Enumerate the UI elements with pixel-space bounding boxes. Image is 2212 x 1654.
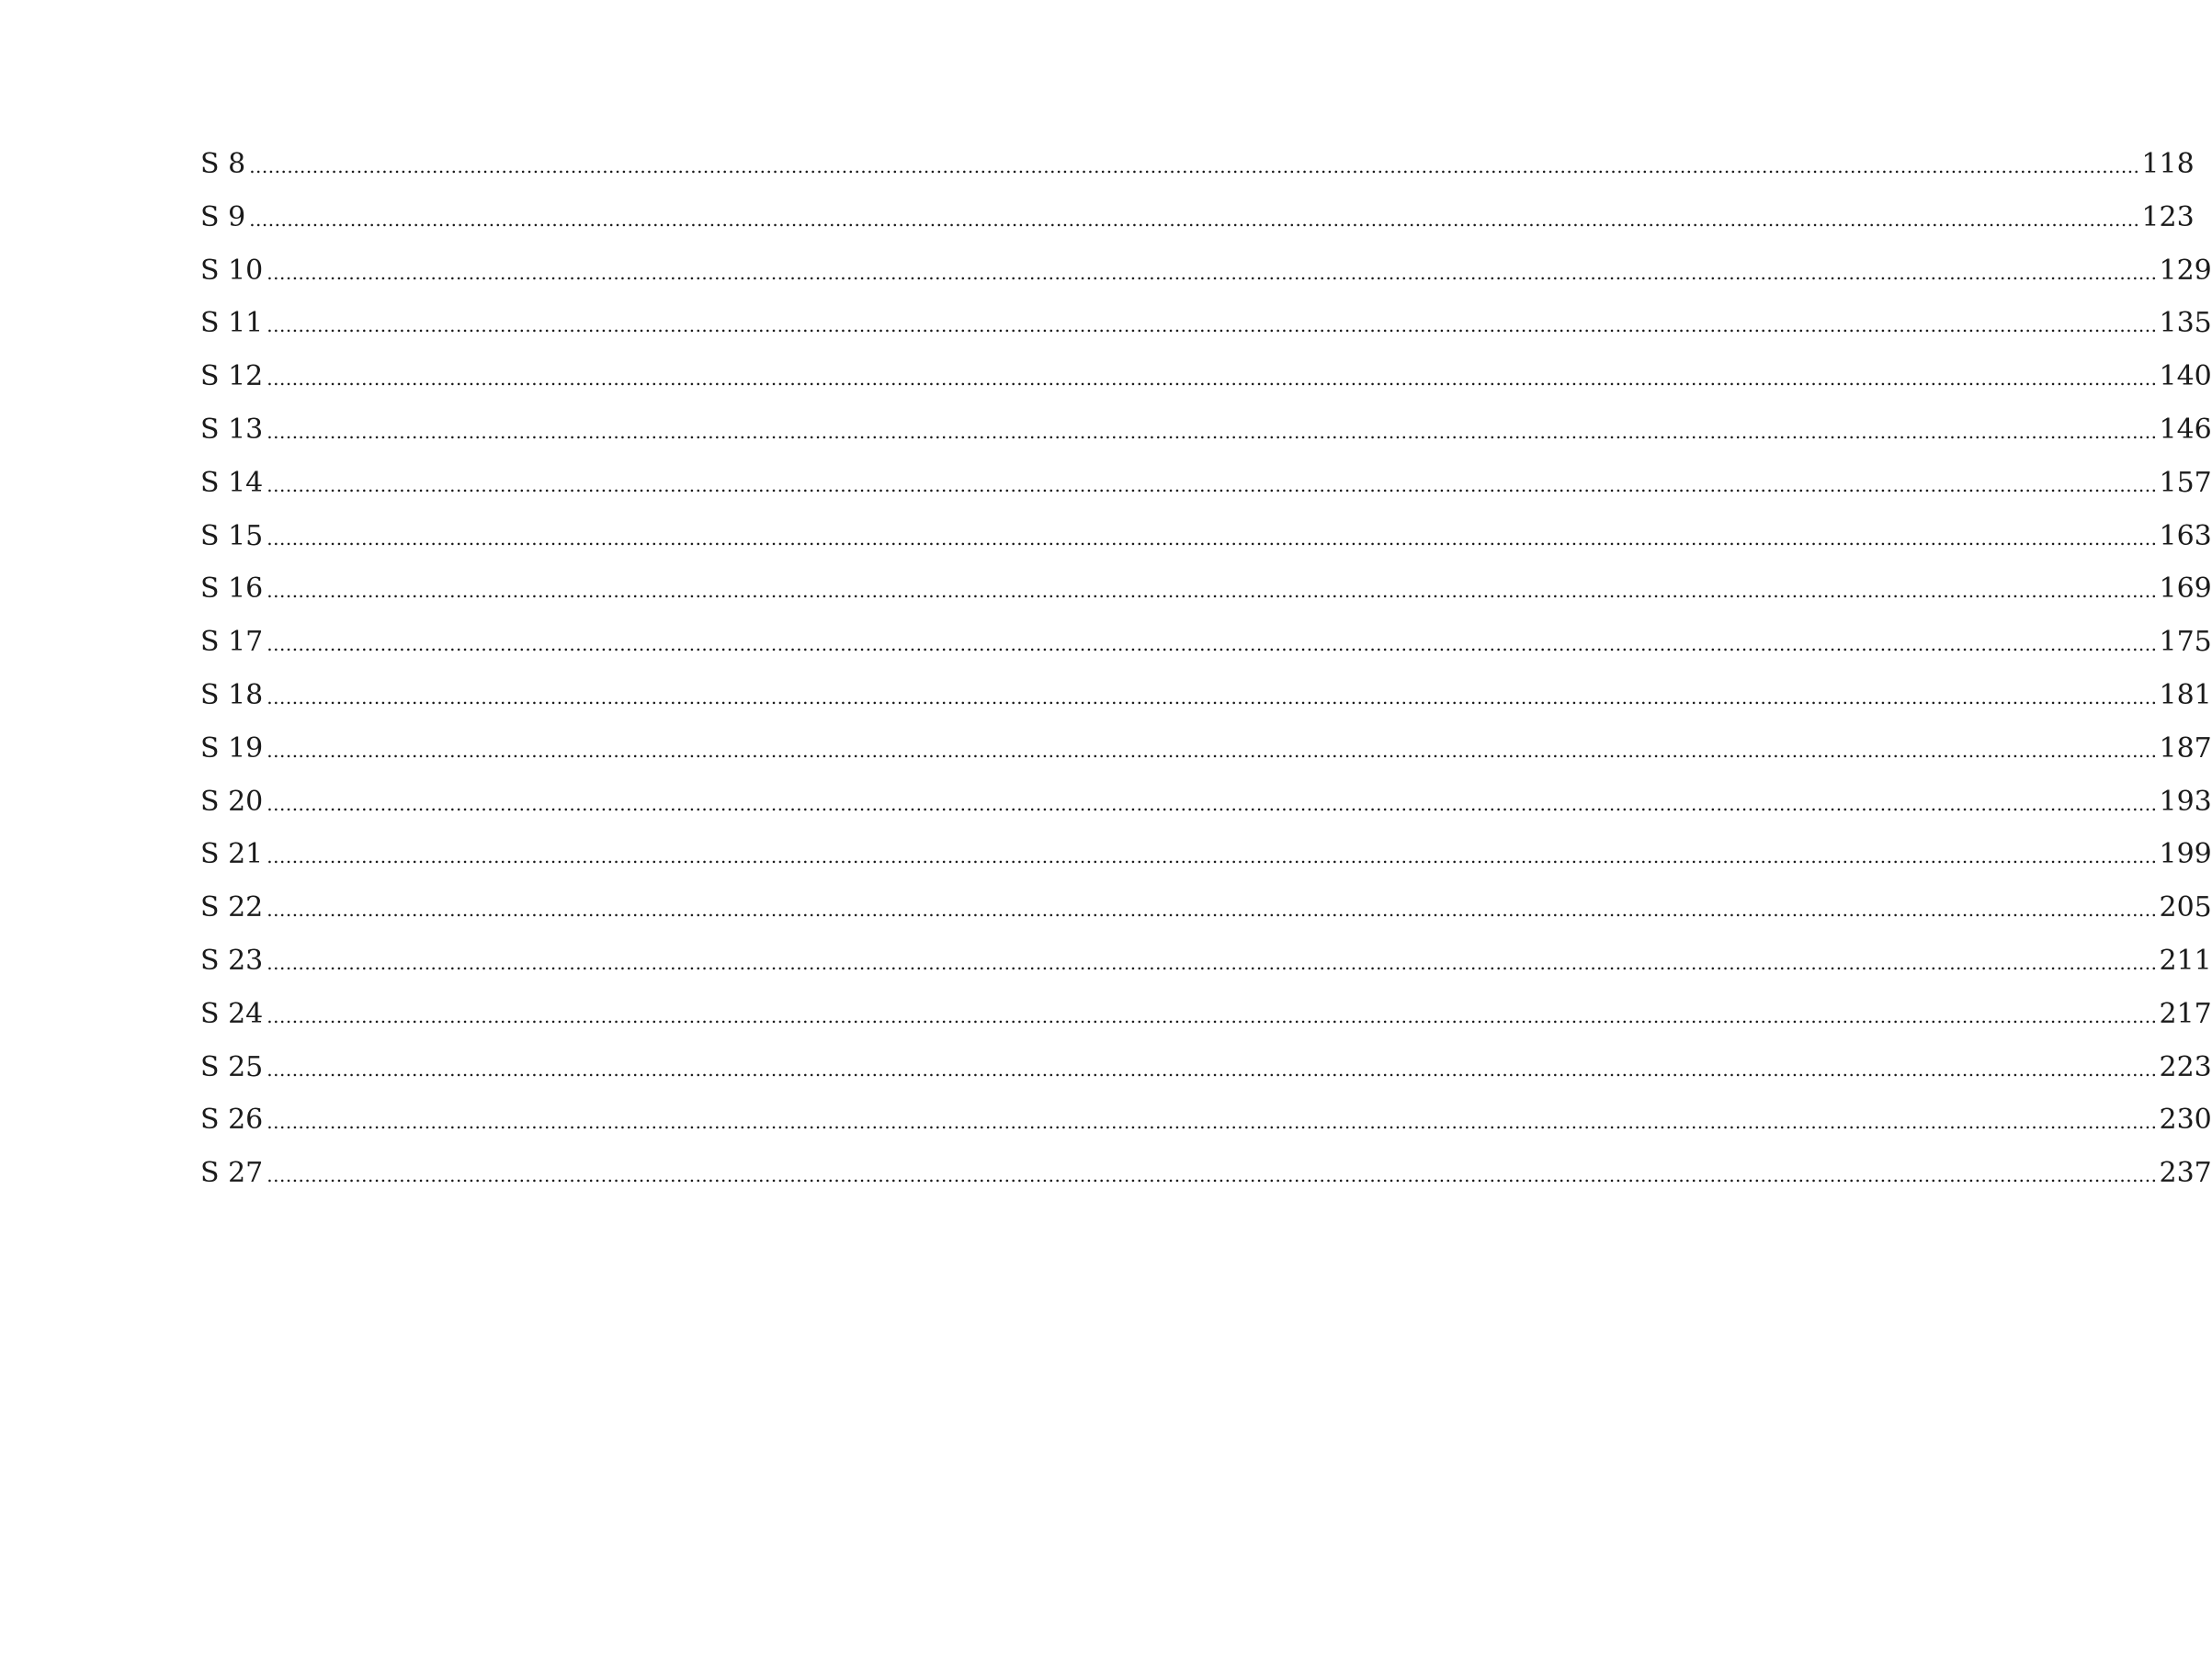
toc-dot-leader: ............................................................................................................................................................................................................................................................................................................ <box>267 685 2158 708</box>
toc-entry-page: 223 <box>2159 1050 2212 1083</box>
toc-entry-page: 181 <box>2159 678 2212 711</box>
table-of-contents <box>200 138 2212 1200</box>
toc-entry-label: S 20 <box>200 785 264 818</box>
toc-entry-label: S 27 <box>200 1157 264 1190</box>
toc-entry-page: 118 <box>2141 148 2195 180</box>
toc-dot-leader: ............................................................................................................................................................................................................................................................................................................ <box>249 155 2140 177</box>
toc-entry[interactable] <box>200 881 2212 935</box>
toc-entry-page: 211 <box>2159 944 2212 977</box>
toc-entry[interactable] <box>200 297 2212 350</box>
toc-entry[interactable] <box>200 828 2212 881</box>
toc-entry-label: S 15 <box>200 519 264 552</box>
toc-entry-page: 157 <box>2159 466 2212 499</box>
toc-entry-label: S 8 <box>200 148 246 180</box>
toc-entry-label: S 12 <box>200 360 264 393</box>
toc-dot-leader: ............................................................................................................................................................................................................................................................................................................ <box>267 527 2158 549</box>
toc-entry-label: S 24 <box>200 997 264 1030</box>
toc-entry[interactable] <box>200 1093 2212 1147</box>
toc-dot-leader: ............................................................................................................................................................................................................................................................................................................ <box>249 208 2140 231</box>
toc-entry-page: 135 <box>2159 307 2212 340</box>
toc-entry[interactable] <box>200 138 2195 191</box>
toc-entry-page: 205 <box>2159 891 2212 924</box>
toc-dot-leader: ............................................................................................................................................................................................................................................................................................................ <box>267 473 2158 496</box>
toc-entry[interactable] <box>200 1041 2212 1094</box>
toc-entry-label: S 11 <box>200 307 264 340</box>
toc-entry-label: S 9 <box>200 200 246 233</box>
toc-dot-leader: ............................................................................................................................................................................................................................................................................................................ <box>267 899 2158 922</box>
toc-entry-label: S 14 <box>200 466 264 499</box>
toc-entry[interactable] <box>200 562 2212 616</box>
toc-entry[interactable] <box>200 616 2212 669</box>
toc-entry-page: 123 <box>2141 200 2195 233</box>
toc-entry-label: S 10 <box>200 254 264 287</box>
toc-entry-page: 175 <box>2159 626 2212 659</box>
toc-entry[interactable] <box>200 669 2212 722</box>
toc-entry-label: S 25 <box>200 1050 264 1083</box>
toc-entry[interactable] <box>200 191 2195 244</box>
toc-dot-leader: ............................................................................................................................................................................................................................................................................................................ <box>267 739 2158 762</box>
toc-entry-page: 169 <box>2159 572 2212 606</box>
toc-dot-leader: ............................................................................................................................................................................................................................................................................................................ <box>267 368 2158 391</box>
toc-entry-page: 146 <box>2159 413 2212 446</box>
toc-dot-leader: ............................................................................................................................................................................................................................................................................................................ <box>267 261 2158 284</box>
toc-entry[interactable] <box>200 722 2212 776</box>
toc-dot-leader: ............................................................................................................................................................................................................................................................................................................ <box>267 1111 2158 1134</box>
toc-entry[interactable] <box>200 988 2212 1041</box>
toc-dot-leader: ............................................................................................................................................................................................................................................................................................................ <box>267 845 2158 868</box>
toc-entry-label: S 13 <box>200 413 264 446</box>
toc-dot-leader: ............................................................................................................................................................................................................................................................................................................ <box>267 314 2158 337</box>
toc-dot-leader: ............................................................................................................................................................................................................................................................................................................ <box>267 792 2158 815</box>
toc-entry[interactable] <box>200 244 2212 298</box>
toc-entry[interactable] <box>200 776 2212 829</box>
toc-entry-page: 193 <box>2159 785 2212 818</box>
toc-dot-leader: ............................................................................................................................................................................................................................................................................................................ <box>267 1004 2158 1027</box>
toc-entry-page: 163 <box>2159 519 2212 552</box>
toc-entry[interactable] <box>200 403 2212 457</box>
toc-entry-label: S 19 <box>200 731 264 765</box>
toc-entry-label: S 16 <box>200 572 264 606</box>
toc-entry-label: S 23 <box>200 944 264 977</box>
toc-entry-page: 129 <box>2159 254 2212 287</box>
toc-entry[interactable] <box>200 1147 2212 1200</box>
toc-entry-page: 230 <box>2159 1104 2212 1137</box>
toc-entry-label: S 21 <box>200 838 264 871</box>
toc-dot-leader: ............................................................................................................................................................................................................................................................................................................ <box>267 580 2158 603</box>
toc-entry[interactable] <box>200 510 2212 563</box>
toc-entry-page: 140 <box>2159 360 2212 393</box>
toc-dot-leader: ............................................................................................................................................................................................................................................................................................................ <box>267 1058 2158 1081</box>
toc-entry-label: S 26 <box>200 1104 264 1137</box>
toc-entry-page: 237 <box>2159 1157 2212 1190</box>
toc-dot-leader: ............................................................................................................................................................................................................................................................................................................ <box>267 633 2158 656</box>
toc-entry-page: 199 <box>2159 838 2212 871</box>
toc-dot-leader: ............................................................................................................................................................................................................................................................................................................ <box>267 951 2158 974</box>
toc-entry[interactable] <box>200 457 2212 510</box>
toc-entry-page: 187 <box>2159 731 2212 765</box>
toc-entry-label: S 17 <box>200 626 264 659</box>
toc-entry-label: S 18 <box>200 678 264 711</box>
toc-dot-leader: ............................................................................................................................................................................................................................................................................................................ <box>267 420 2158 443</box>
toc-dot-leader: ............................................................................................................................................................................................................................................................................................................ <box>267 1164 2158 1187</box>
toc-entry-page: 217 <box>2159 997 2212 1030</box>
toc-entry-label: S 22 <box>200 891 264 924</box>
toc-entry[interactable] <box>200 935 2212 988</box>
toc-entry[interactable] <box>200 350 2212 403</box>
